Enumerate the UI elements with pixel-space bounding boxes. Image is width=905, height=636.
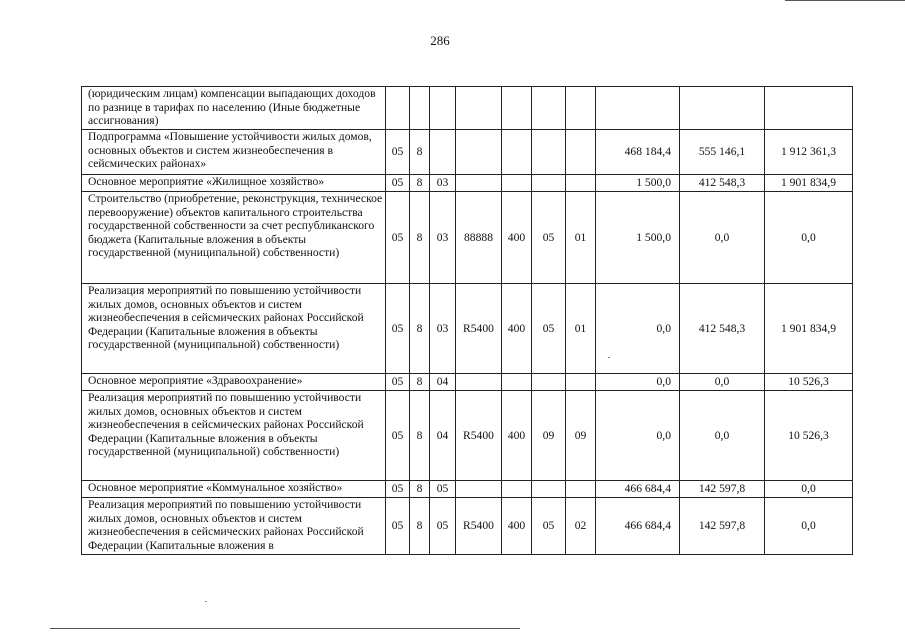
code-ministry: 05: [386, 481, 410, 498]
code-expense-type: [502, 130, 532, 175]
code-expense-type: [502, 87, 532, 130]
row-name: (юридическим лицам) компенсации выпадающих доходов по разнице в тарифах по населению (Иные бюджетные ассигнования): [82, 87, 386, 130]
code-section: [532, 87, 566, 130]
amount-year-1: 1 500,0: [596, 192, 680, 284]
amount-year-1: 0,0: [596, 374, 680, 391]
amount-year-2: 0,0: [680, 192, 765, 284]
code-expense-type: [502, 481, 532, 498]
code-direction: 88888: [456, 192, 502, 284]
code-ministry: 05: [386, 391, 410, 481]
code-subprogram: [430, 87, 456, 130]
amount-year-3: 10 526,3: [765, 374, 853, 391]
code-program: 8: [410, 374, 430, 391]
amount-year-2: 555 146,1: [680, 130, 765, 175]
code-section: [532, 175, 566, 192]
amount-year-2: 412 548,3: [680, 175, 765, 192]
code-section: 05: [532, 498, 566, 555]
code-expense-type: 400: [502, 498, 532, 555]
amount-year-1: 0,0: [596, 391, 680, 481]
code-ministry: 05: [386, 130, 410, 175]
row-name: Реализация мероприятий по повышению устойчивости жилых домов, основных объектов и систем жизнеобеспечения в сейсмических районах Российской Федерации (Капитальные вложения в объекты государственной (муниципальной) собственности): [82, 391, 386, 481]
code-direction: R5400: [456, 391, 502, 481]
amount-year-1: [596, 87, 680, 130]
code-subsection: 02: [566, 498, 596, 555]
code-subprogram: [430, 130, 456, 175]
code-section: [532, 130, 566, 175]
amount-year-3: [765, 87, 853, 130]
code-subprogram: 05: [430, 498, 456, 555]
code-direction: [456, 175, 502, 192]
row-name: Реализация мероприятий по повышению устойчивости жилых домов, основных объектов и систем жизнеобеспечения в сейсмических районах Российской Федерации (Капитальные вложения в: [82, 498, 386, 555]
code-program: [410, 87, 430, 130]
code-subsection: [566, 175, 596, 192]
code-ministry: 05: [386, 374, 410, 391]
code-subprogram: 04: [430, 374, 456, 391]
amount-year-1: 0,0: [596, 284, 680, 374]
code-expense-type: [502, 374, 532, 391]
amount-year-2: 0,0: [680, 391, 765, 481]
code-subprogram: 04: [430, 391, 456, 481]
code-section: [532, 481, 566, 498]
table-row: [82, 192, 853, 284]
page-number: 286: [430, 33, 450, 48]
amount-year-3: 0,0: [765, 481, 853, 498]
table-row: [82, 87, 853, 130]
code-subsection: [566, 130, 596, 175]
bottom-edge-line: [50, 628, 520, 629]
row-name: Основное мероприятие «Здравоохранение»: [82, 374, 386, 391]
amount-year-3: 10 526,3: [765, 391, 853, 481]
code-expense-type: 400: [502, 391, 532, 481]
amount-year-3: 1 901 834,9: [765, 175, 853, 192]
code-program: 8: [410, 284, 430, 374]
code-direction: R5400: [456, 498, 502, 555]
amount-year-1: 1 500,0: [596, 175, 680, 192]
code-subprogram: 03: [430, 284, 456, 374]
code-direction: R5400: [456, 284, 502, 374]
code-program: 8: [410, 481, 430, 498]
code-ministry: 05: [386, 175, 410, 192]
code-direction: [456, 130, 502, 175]
code-subprogram: 03: [430, 192, 456, 284]
code-expense-type: 400: [502, 192, 532, 284]
code-subsection: 01: [566, 284, 596, 374]
code-direction: [456, 481, 502, 498]
row-name: Основное мероприятие «Жилищное хозяйство»: [82, 175, 386, 192]
table-row: [82, 481, 853, 498]
code-expense-type: 400: [502, 284, 532, 374]
top-edge-line: [785, 0, 905, 1]
amount-year-3: 1 901 834,9: [765, 284, 853, 374]
row-name: Реализация мероприятий по повышению устойчивости жилых домов, основных объектов и систем жизнеобеспечения в сейсмических районах Российской Федерации (Капитальные вложения в объекты государственной (муниципальной) собственности): [82, 284, 386, 374]
code-direction: [456, 87, 502, 130]
amount-year-3: 1 912 361,3: [765, 130, 853, 175]
code-subsection: 01: [566, 192, 596, 284]
row-name: Подпрограмма «Повышение устойчивости жилых домов, основных объектов и систем жизнеобеспечения в сейсмических районах»: [82, 130, 386, 175]
amount-year-1: 468 184,4: [596, 130, 680, 175]
code-ministry: 05: [386, 192, 410, 284]
table-row: [82, 498, 853, 555]
table-row: [82, 284, 853, 374]
code-subsection: [566, 87, 596, 130]
code-program: 8: [410, 391, 430, 481]
amount-year-3: 0,0: [765, 498, 853, 555]
code-subprogram: 05: [430, 481, 456, 498]
amount-year-2: 142 597,8: [680, 481, 765, 498]
scan-speck: [205, 601, 207, 602]
code-ministry: 05: [386, 498, 410, 555]
code-subsection: [566, 374, 596, 391]
code-section: 05: [532, 192, 566, 284]
code-ministry: 05: [386, 284, 410, 374]
table-row: [82, 175, 853, 192]
code-program: 8: [410, 175, 430, 192]
code-ministry: [386, 87, 410, 130]
amount-year-2: [680, 87, 765, 130]
code-section: [532, 374, 566, 391]
amount-year-1: 466 684,4: [596, 498, 680, 555]
code-program: 8: [410, 192, 430, 284]
row-name: Основное мероприятие «Коммунальное хозяйство»: [82, 481, 386, 498]
code-section: 09: [532, 391, 566, 481]
amount-year-2: 0,0: [680, 374, 765, 391]
code-expense-type: [502, 175, 532, 192]
amount-year-2: 142 597,8: [680, 498, 765, 555]
code-program: 8: [410, 498, 430, 555]
amount-year-2: 412 548,3: [680, 284, 765, 374]
amount-year-3: 0,0: [765, 192, 853, 284]
amount-year-1: 466 684,4: [596, 481, 680, 498]
scan-speck: [608, 357, 610, 358]
row-name: Строительство (приобретение, реконструкция, техническое перевооружение) объектов капитального строительства государственной собственности за счет республиканского бюджета (Капитальные вложения в объекты государственной (муниципальной) собственности): [82, 192, 386, 284]
code-subsection: [566, 481, 596, 498]
code-subprogram: 03: [430, 175, 456, 192]
table-row: [82, 130, 853, 175]
code-program: 8: [410, 130, 430, 175]
code-subsection: 09: [566, 391, 596, 481]
table-row: [82, 391, 853, 481]
code-section: 05: [532, 284, 566, 374]
code-direction: [456, 374, 502, 391]
budget-table: [81, 86, 853, 555]
table-row: [82, 374, 853, 391]
